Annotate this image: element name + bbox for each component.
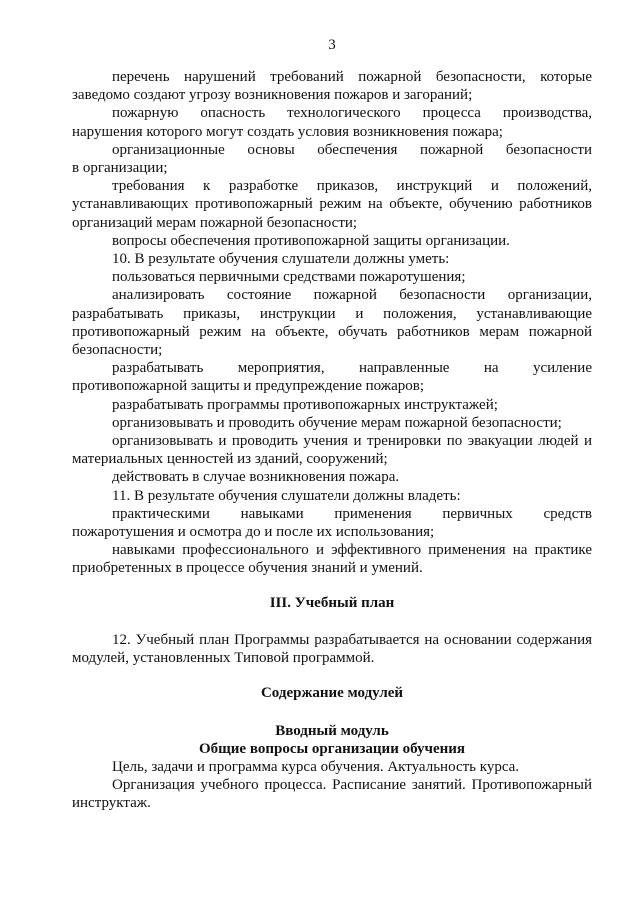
text-line: требования к разработке приказов, инструкций и положений, (112, 178, 592, 195)
text-line: организовывать и проводить обучение мерам пожарной безопасности; (112, 414, 562, 431)
text-line: разрабатывать мероприятия, направленные на усиление (112, 360, 592, 377)
text-line: пользоваться первичными средствами пожаротушения; (112, 269, 466, 286)
text-line: практическими навыками применения первичных средств (112, 505, 592, 522)
plan-paragraph: 12. Учебный план Программы разрабатывается на основании содержания модулей, установленных Типовой программой. (72, 631, 592, 667)
text-line: пожаротушения и осмотра до и после их использования; (72, 524, 435, 541)
text-line: в организации; (72, 160, 168, 177)
item-11-heading: 11. В результате обучения слушатели должны владеть: (112, 487, 461, 504)
paragraph: устанавливающих противопожарный режим на объекте, обучению работников организаций мерам пожарной безопасности; (72, 196, 592, 231)
modules-heading: Содержание модулей (260, 685, 404, 702)
module-paragraph: Цель, задачи и программа курса обучения. Актуальность курса. (112, 758, 520, 775)
text-line: организационные основы обеспечения пожарной безопасности (112, 141, 592, 158)
paragraph: организовывать и проводить учения и тренировки по эвакуации людей и материальных ценностей из зданий, сооружений; (72, 433, 592, 468)
section-heading: III. Учебный план (269, 594, 395, 611)
text-line: перечень нарушений требований пожарной безопасности, которые (112, 69, 592, 85)
intro-module-title: Вводный модуль (275, 722, 389, 739)
text-line: заведомо создают угрозу возникновения пожаров и загораний; (72, 87, 473, 104)
intro-module-subtitle: Общие вопросы организации обучения (198, 740, 466, 757)
text-line: вопросы обеспечения противопожарной защиты организации. (112, 232, 510, 249)
item-10-heading: 10. В результате обучения слушатели должны уметь: (112, 251, 450, 268)
text-line: нарушения которого могут создать условия возникновения пожара; (72, 123, 503, 140)
paragraph: разрабатывать приказы, инструкции и положения, устанавливающие противопожарный режим на объекте, обучать работников мерам пожарной безопасности; (72, 305, 592, 359)
text-line: анализировать состояние пожарной безопасности организации, (112, 287, 592, 304)
paragraph: навыками профессионального и эффективного применения на практике приобретенных в процессе обучения знаний и умений. (72, 542, 592, 577)
text-line: пожарную опасность технологического процесса производства, (112, 105, 592, 122)
text-line: действовать в случае возникновения пожара. (112, 469, 400, 486)
module-paragraph: Организация учебного процесса. Расписание занятий. Противопожарный инструктаж. (72, 777, 592, 812)
text-line: противопожарной защиты и предупреждение пожаров; (72, 378, 425, 395)
page-number: 3 (328, 37, 336, 53)
text-line: разрабатывать программы противопожарных инструктажей; (112, 396, 498, 413)
